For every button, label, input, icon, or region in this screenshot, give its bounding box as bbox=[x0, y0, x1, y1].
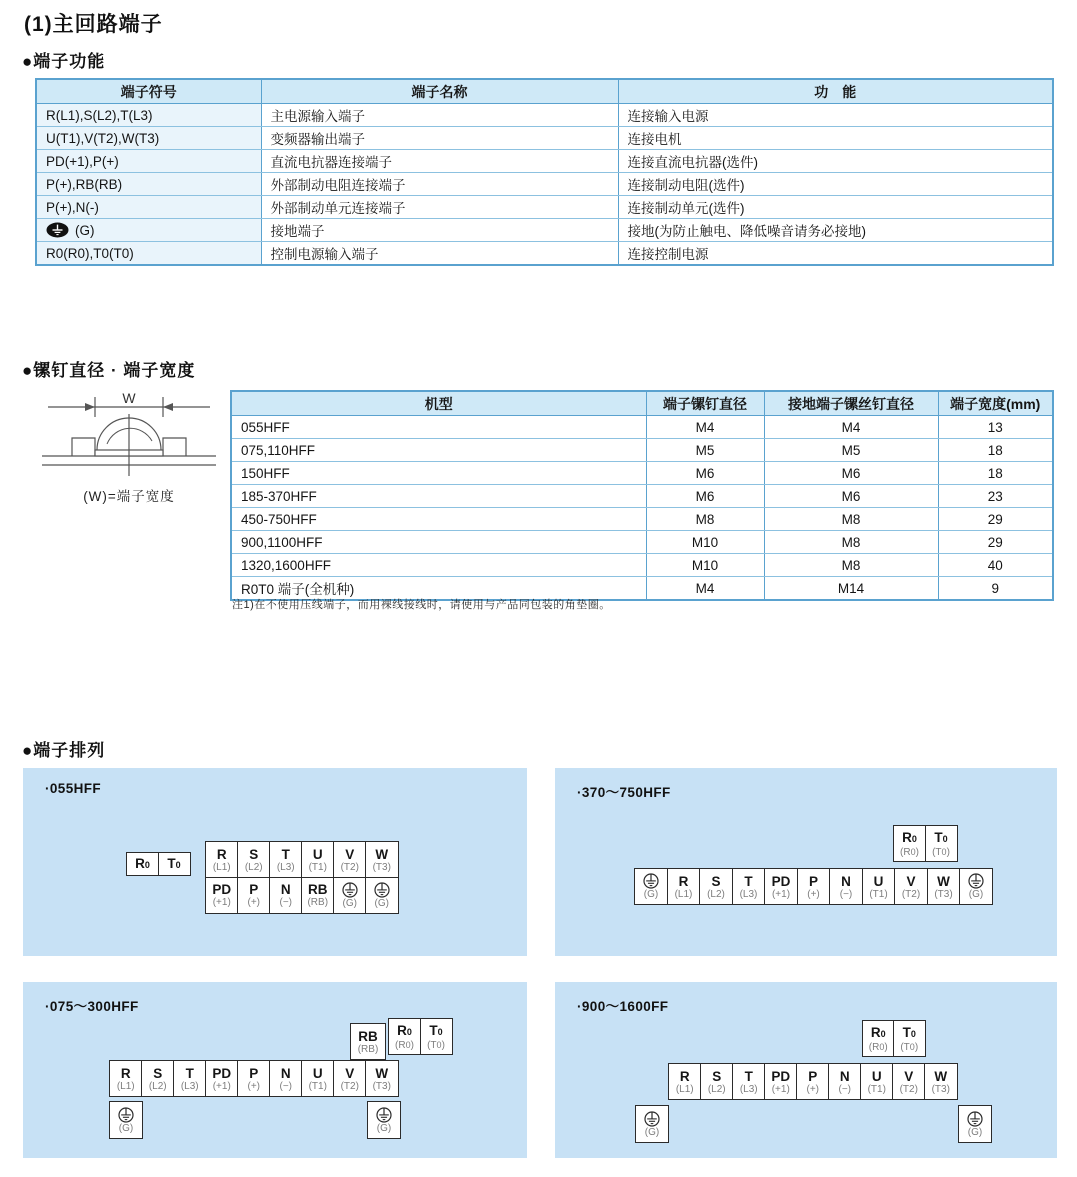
terminal-layout-panel-370-750hff bbox=[555, 768, 1057, 956]
ground-terminal-cell: (G) bbox=[634, 868, 668, 905]
terminal-cell: RB (RB) bbox=[301, 877, 335, 914]
terminal-cell: PD (+1) bbox=[205, 877, 239, 914]
terminal-cell: U (T1) bbox=[862, 868, 896, 905]
terminal-row bbox=[388, 1018, 453, 1055]
table-row bbox=[231, 485, 1053, 508]
ground-terminal-cell: (G) bbox=[109, 1101, 143, 1139]
terminal-cell: PD (+1) bbox=[764, 1063, 798, 1100]
terminal-cell: S (L2) bbox=[237, 841, 271, 878]
terminal-functions-body bbox=[36, 104, 1053, 266]
value-cell: 40 bbox=[938, 554, 1053, 577]
value-cell: M8 bbox=[764, 508, 938, 531]
terminal-cell: T0 (T0) bbox=[925, 825, 958, 862]
value-cell: M5 bbox=[764, 439, 938, 462]
terminal-row bbox=[893, 825, 958, 862]
terminal-symbol-cell: PD(+1),P(+) bbox=[36, 150, 261, 173]
panel-title: ·075～300HFF bbox=[45, 999, 139, 1014]
value-cell: M8 bbox=[764, 531, 938, 554]
col-function: 功 能 bbox=[618, 79, 1053, 104]
value-cell: 18 bbox=[938, 462, 1053, 485]
terminal-block bbox=[109, 1060, 399, 1097]
terminal-cell: N (−) bbox=[269, 1060, 303, 1097]
table-row bbox=[231, 554, 1053, 577]
terminal-cell: N (−) bbox=[828, 1063, 862, 1100]
table-row bbox=[231, 462, 1053, 485]
value-cell: 23 bbox=[938, 485, 1053, 508]
terminal-block bbox=[205, 841, 399, 914]
terminal-symbol-cell: R(L1),S(L2),T(L3) bbox=[36, 104, 261, 127]
terminal-row bbox=[350, 1023, 386, 1060]
col-terminal-symbol: 端子符号 bbox=[36, 79, 261, 104]
terminal-cell: S (L2) bbox=[141, 1060, 175, 1097]
terminal-cell: W (T3) bbox=[927, 868, 961, 905]
terminal-name-cell: 外部制动电阻连接端子 bbox=[261, 173, 618, 196]
terminal-block bbox=[109, 1101, 143, 1139]
terminal-row bbox=[205, 877, 399, 914]
value-cell: M10 bbox=[646, 531, 764, 554]
terminal-cell: S (L2) bbox=[699, 868, 733, 905]
value-cell: M10 bbox=[646, 554, 764, 577]
terminal-cell: T (L3) bbox=[173, 1060, 207, 1097]
terminal-name-cell: 外部制动单元连接端子 bbox=[261, 196, 618, 219]
model-cell: 075,110HFF bbox=[231, 439, 646, 462]
ground-icon bbox=[643, 873, 659, 889]
table-row bbox=[36, 219, 1053, 242]
value-cell: M4 bbox=[646, 416, 764, 439]
table-row bbox=[36, 173, 1053, 196]
terminal-layout-panel-075-300hff bbox=[23, 982, 527, 1158]
value-cell: 29 bbox=[938, 508, 1053, 531]
terminal-cell: W (T3) bbox=[924, 1063, 958, 1100]
terminal-row bbox=[958, 1105, 992, 1143]
table-row bbox=[231, 416, 1053, 439]
terminal-cell: R (L1) bbox=[668, 1063, 702, 1100]
panel-title: ·370～750HFF bbox=[577, 785, 671, 800]
terminal-cell: R0 (R0) bbox=[893, 825, 926, 862]
terminal-layout-panel-900-1600ff bbox=[555, 982, 1057, 1158]
terminal-cell: PD (+1) bbox=[205, 1060, 239, 1097]
value-cell: M6 bbox=[646, 462, 764, 485]
col-ground-screw: 接地端子镙丝钉直径 bbox=[764, 391, 938, 416]
terminal-block bbox=[388, 1018, 453, 1055]
terminal-cell: T0 (T0) bbox=[893, 1020, 926, 1057]
terminal-block bbox=[367, 1101, 401, 1139]
table-row bbox=[36, 127, 1053, 150]
screw-size-body bbox=[231, 416, 1053, 601]
terminal-name-cell: 接地端子 bbox=[261, 219, 618, 242]
terminal-block bbox=[958, 1105, 992, 1143]
section-heading-screw-size: ●镙钉直径 · 端子宽度 bbox=[22, 361, 196, 380]
terminal-cell: T0 bbox=[158, 852, 191, 876]
table-header-row bbox=[36, 79, 1053, 104]
model-cell: 900,1100HFF bbox=[231, 531, 646, 554]
terminal-cell: N (−) bbox=[269, 877, 303, 914]
ground-terminal-cell: (G) bbox=[333, 877, 367, 914]
terminal-row bbox=[668, 1063, 958, 1100]
terminal-cell: P (+) bbox=[796, 1063, 830, 1100]
model-cell: 1320,1600HFF bbox=[231, 554, 646, 577]
ground-icon bbox=[118, 1107, 134, 1123]
table-row bbox=[231, 508, 1053, 531]
terminal-cell: RB (RB) bbox=[350, 1023, 386, 1060]
terminal-cell: R0 bbox=[126, 852, 159, 876]
ground-terminal-cell: (G) bbox=[367, 1101, 401, 1139]
terminal-row bbox=[126, 852, 191, 876]
table-row bbox=[231, 531, 1053, 554]
panel-title: ·900～1600FF bbox=[577, 999, 669, 1014]
terminal-cell: T0 (T0) bbox=[420, 1018, 453, 1055]
value-cell: 18 bbox=[938, 439, 1053, 462]
terminal-cell: R (L1) bbox=[205, 841, 239, 878]
section-heading-terminal-layout: ●端子排列 bbox=[22, 741, 106, 760]
terminal-block bbox=[350, 1023, 386, 1060]
terminal-cell: R0 (R0) bbox=[862, 1020, 895, 1057]
terminal-name-cell: 控制电源输入端子 bbox=[261, 242, 618, 266]
terminal-symbol-cell: P(+),N(-) bbox=[36, 196, 261, 219]
function-cell: 连接控制电源 bbox=[618, 242, 1053, 266]
screw-size-table bbox=[230, 390, 1054, 601]
terminal-symbol-cell: P(+),RB(RB) bbox=[36, 173, 261, 196]
ground-icon bbox=[968, 873, 984, 889]
terminal-cell: V (T2) bbox=[333, 841, 367, 878]
model-cell: 150HFF bbox=[231, 462, 646, 485]
terminal-name-cell: 主电源输入端子 bbox=[261, 104, 618, 127]
col-terminal-width: 端子宽度(mm) bbox=[938, 391, 1053, 416]
model-cell: 450-750HFF bbox=[231, 508, 646, 531]
value-cell: 9 bbox=[938, 577, 1053, 601]
terminal-cell: V (T2) bbox=[894, 868, 928, 905]
col-model: 机型 bbox=[231, 391, 646, 416]
footnote: 注1)在不使用压线端子，而用裸线接线时，请使用与产品同包装的角垫圈。 bbox=[232, 599, 611, 611]
terminal-cell: V (T2) bbox=[892, 1063, 926, 1100]
table-row bbox=[36, 150, 1053, 173]
terminal-row bbox=[862, 1020, 926, 1057]
panel-title: ·055HFF bbox=[45, 781, 102, 796]
terminal-block bbox=[634, 868, 993, 905]
terminal-block bbox=[635, 1105, 669, 1143]
section-heading-terminal-functions: ●端子功能 bbox=[22, 52, 106, 71]
terminal-cell: T (L3) bbox=[732, 1063, 766, 1100]
terminal-cell: W (T3) bbox=[365, 841, 399, 878]
terminal-row bbox=[367, 1101, 401, 1139]
value-cell: 13 bbox=[938, 416, 1053, 439]
terminal-name-cell: 变频器输出端子 bbox=[261, 127, 618, 150]
ground-icon bbox=[644, 1111, 660, 1127]
terminal-cell: PD (+1) bbox=[764, 868, 798, 905]
table-row bbox=[36, 242, 1053, 266]
table-header-row bbox=[231, 391, 1053, 416]
value-cell: M6 bbox=[646, 485, 764, 508]
terminal-width-drawing bbox=[36, 390, 222, 482]
svg-text:W: W bbox=[122, 390, 136, 406]
model-cell: 055HFF bbox=[231, 416, 646, 439]
value-cell: 29 bbox=[938, 531, 1053, 554]
terminal-symbol-cell: R0(R0),T0(T0) bbox=[36, 242, 261, 266]
terminal-row bbox=[634, 868, 993, 905]
model-cell: 185-370HFF bbox=[231, 485, 646, 508]
terminal-symbol-cell: U(T1),V(T2),W(T3) bbox=[36, 127, 261, 150]
terminal-layout-panel-055hff bbox=[23, 768, 527, 956]
terminal-cell: R (L1) bbox=[109, 1060, 143, 1097]
col-terminal-screw: 端子镙钉直径 bbox=[646, 391, 764, 416]
terminal-cell: P (+) bbox=[797, 868, 831, 905]
value-cell: M6 bbox=[764, 485, 938, 508]
terminal-row bbox=[635, 1105, 669, 1143]
function-cell: 连接制动单元(选件) bbox=[618, 196, 1053, 219]
terminal-cell: P (+) bbox=[237, 877, 271, 914]
table-row bbox=[36, 104, 1053, 127]
terminal-symbol-cell: (G) bbox=[36, 219, 261, 242]
terminal-cell: U (T1) bbox=[301, 841, 335, 878]
terminal-cell: R0 (R0) bbox=[388, 1018, 421, 1055]
terminal-cell: V (T2) bbox=[333, 1060, 367, 1097]
terminal-cell: P (+) bbox=[237, 1060, 271, 1097]
terminal-width-label: (W)=端子宽度 bbox=[83, 489, 175, 504]
value-cell: M4 bbox=[646, 577, 764, 601]
terminal-cell: N (−) bbox=[829, 868, 863, 905]
value-cell: M4 bbox=[764, 416, 938, 439]
terminal-functions-table bbox=[35, 78, 1054, 266]
model-cell: R0T0 端子(全机种) bbox=[231, 577, 646, 601]
ground-icon bbox=[967, 1111, 983, 1127]
terminal-cell: T (L3) bbox=[732, 868, 766, 905]
terminal-cell: T (L3) bbox=[269, 841, 303, 878]
ground-terminal-cell: (G) bbox=[959, 868, 993, 905]
terminal-cell: U (T1) bbox=[860, 1063, 894, 1100]
table-row bbox=[36, 196, 1053, 219]
value-cell: M6 bbox=[764, 462, 938, 485]
value-cell: M5 bbox=[646, 439, 764, 462]
col-terminal-name: 端子名称 bbox=[261, 79, 618, 104]
function-cell: 连接电机 bbox=[618, 127, 1053, 150]
function-cell: 接地(为防止触电、降低噪音请务必接地) bbox=[618, 219, 1053, 242]
ground-terminal-cell: (G) bbox=[635, 1105, 669, 1143]
ground-badge-icon bbox=[46, 222, 69, 238]
page-title: (1)主回路端子 bbox=[24, 13, 163, 36]
terminal-row bbox=[205, 841, 399, 878]
value-cell: M8 bbox=[646, 508, 764, 531]
ground-icon bbox=[376, 1107, 392, 1123]
ground-icon bbox=[374, 882, 390, 898]
function-cell: 连接制动电阻(选件) bbox=[618, 173, 1053, 196]
terminal-name-cell: 直流电抗器连接端子 bbox=[261, 150, 618, 173]
terminal-row bbox=[109, 1060, 399, 1097]
terminal-cell: S (L2) bbox=[700, 1063, 734, 1100]
terminal-cell: R (L1) bbox=[667, 868, 701, 905]
terminal-block bbox=[668, 1063, 958, 1100]
terminal-block bbox=[862, 1020, 926, 1057]
value-cell: M14 bbox=[764, 577, 938, 601]
terminal-cell: W (T3) bbox=[365, 1060, 399, 1097]
terminal-row bbox=[109, 1101, 143, 1139]
terminal-block bbox=[126, 852, 191, 876]
value-cell: M8 bbox=[764, 554, 938, 577]
terminal-cell: U (T1) bbox=[301, 1060, 335, 1097]
ground-icon bbox=[342, 882, 358, 898]
function-cell: 连接直流电抗器(选件) bbox=[618, 150, 1053, 173]
terminal-width-diagram bbox=[36, 390, 222, 505]
ground-terminal-cell: (G) bbox=[365, 877, 399, 914]
function-cell: 连接输入电源 bbox=[618, 104, 1053, 127]
table-row bbox=[231, 439, 1053, 462]
terminal-block bbox=[893, 825, 958, 862]
ground-terminal-cell: (G) bbox=[958, 1105, 992, 1143]
